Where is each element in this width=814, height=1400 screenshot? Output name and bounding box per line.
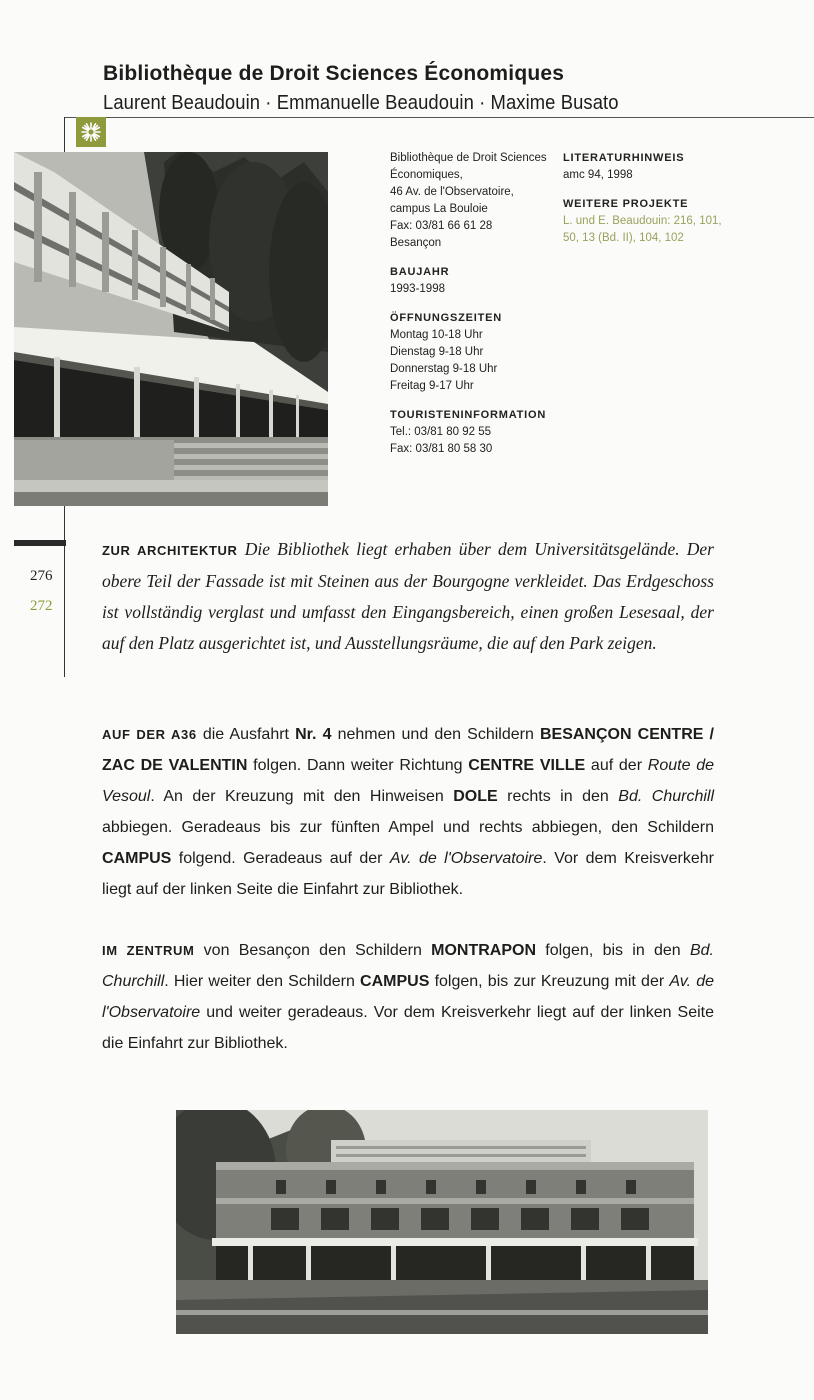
baujahr-heading: BAUJAHR — [390, 266, 450, 278]
page-title: Bibliothèque de Droit Sciences Économiques — [103, 62, 565, 85]
sign-label: CAMPUS — [360, 973, 430, 990]
tourist-info-line: Tel.: 03/81 80 92 55 — [390, 426, 492, 438]
road-name: Bd. Churchill — [618, 788, 715, 805]
architecture-paragraph — [102, 534, 714, 659]
text-run: rechts in den — [497, 788, 619, 805]
library-photo-exterior — [14, 152, 328, 506]
text-run: auf der — [585, 757, 648, 774]
address-line: Économiques, — [390, 169, 463, 181]
architecture-lead: ZUR ARCHITEKTUR — [102, 543, 238, 558]
text-run: die Ausfahrt — [196, 726, 296, 743]
sign-label: BESANÇON CENTRE / ZAC DE VALENTIN — [102, 726, 714, 774]
tourist-info-heading: TOURISTENINFORMATION — [390, 409, 547, 421]
further-projects-line: 50, 13 (Bd. II), 104, 102 — [563, 232, 684, 244]
sign-label: CENTRE VILLE — [468, 757, 586, 774]
road-name: Bd. Churchill — [102, 942, 714, 990]
architects-line: Laurent Beaudouin · Emmanuelle Beaudouin · Maxime Busato — [103, 92, 619, 114]
road-name: Av. de l'Observatoire — [389, 850, 543, 867]
text-run: folgend. Geradeaus auf der — [171, 850, 390, 867]
directions-a36-lead: AUF DER A36 — [102, 727, 197, 742]
info-column-references — [563, 150, 743, 247]
literature-heading: LITERATURHINWEIS — [563, 152, 685, 164]
opening-hours-line: Montag 10-18 Uhr — [390, 329, 483, 341]
literature-value: amc 94, 1998 — [563, 169, 633, 181]
star-icon — [76, 117, 106, 147]
address-line: campus La Bouloie — [390, 203, 488, 215]
text-run: folgen, bis in den — [536, 942, 690, 959]
text-run: . An der Kreuzung mit den Hinweisen — [150, 788, 454, 805]
directions-center-lead: IM ZENTRUM — [102, 943, 195, 958]
info-column-address — [390, 150, 555, 458]
text-run: folgen, bis zur Kreuzung mit der — [429, 973, 670, 990]
address-line: Besançon — [390, 237, 442, 249]
directions-center-paragraph — [102, 935, 714, 1059]
text-run: folgen. Dann weiter Richtung — [247, 757, 469, 774]
header-rule — [64, 117, 814, 118]
tourist-info-line: Fax: 03/81 80 58 30 — [390, 443, 493, 455]
address-line: 46 Av. de l'Observatoire, — [390, 186, 514, 198]
baujahr-value: 1993-1998 — [390, 283, 445, 295]
further-projects-heading: WEITERE PROJEKTE — [563, 198, 689, 210]
road-name: Route de Vesoul — [102, 757, 715, 805]
library-photo-facade — [176, 1110, 708, 1334]
text-run: und weiter geradeaus. Vor dem Kreisverkehr liegt auf der linken Seite die Einfahrt zur Bibliothek. — [102, 1004, 714, 1052]
road-name: Av. de l'Observatoire — [102, 973, 714, 1021]
opening-hours-line: Donnerstag 9-18 Uhr — [390, 363, 498, 375]
opening-hours-heading: ÖFFNUNGSZEITEN — [390, 312, 503, 324]
text-run: von Besançon den Schildern — [194, 942, 432, 959]
text-run: abbiegen. Geradeaus bis zur fünften Ampel und rechts abbiegen, den Schildern — [102, 819, 714, 836]
address-line: Bibliothèque de Droit Sciences — [390, 152, 547, 164]
reference-page-number: 272 — [30, 598, 53, 614]
sign-label: MONTRAPON — [431, 942, 536, 959]
address-line: Fax: 03/81 66 61 28 — [390, 220, 493, 232]
opening-hours-line: Freitag 9-17 Uhr — [390, 380, 474, 392]
exit-number: Nr. 4 — [295, 726, 332, 743]
text-run: nehmen und den Schildern — [331, 726, 540, 743]
page-number: 276 — [30, 568, 53, 584]
architecture-text: Die Bibliothek liegt erhaben über dem Universitätsgelände. Der obere Teil der Fassade ist mit Steinen aus der Bourgogne verkleidet. Das Erdgeschoss ist vollständig verglast und umfasst den Eingangsbereich, einen großen Lesesaal, der auf den Platz ausgerichtet ist, und Ausstellungsräume, die auf den Park zeigen. — [102, 539, 714, 653]
section-marker — [14, 540, 66, 546]
text-run: . Hier weiter den Schildern — [164, 973, 361, 990]
sign-label: CAMPUS — [102, 850, 172, 867]
opening-hours-line: Dienstag 9-18 Uhr — [390, 346, 484, 358]
sign-label: DOLE — [453, 788, 498, 805]
directions-a36-paragraph — [102, 719, 714, 905]
text-run: . Vor dem Kreisverkehr liegt auf der linken Seite die Einfahrt zur Bibliothek. — [102, 850, 714, 898]
further-projects-line: L. und E. Beaudouin: 216, 101, — [563, 215, 722, 227]
